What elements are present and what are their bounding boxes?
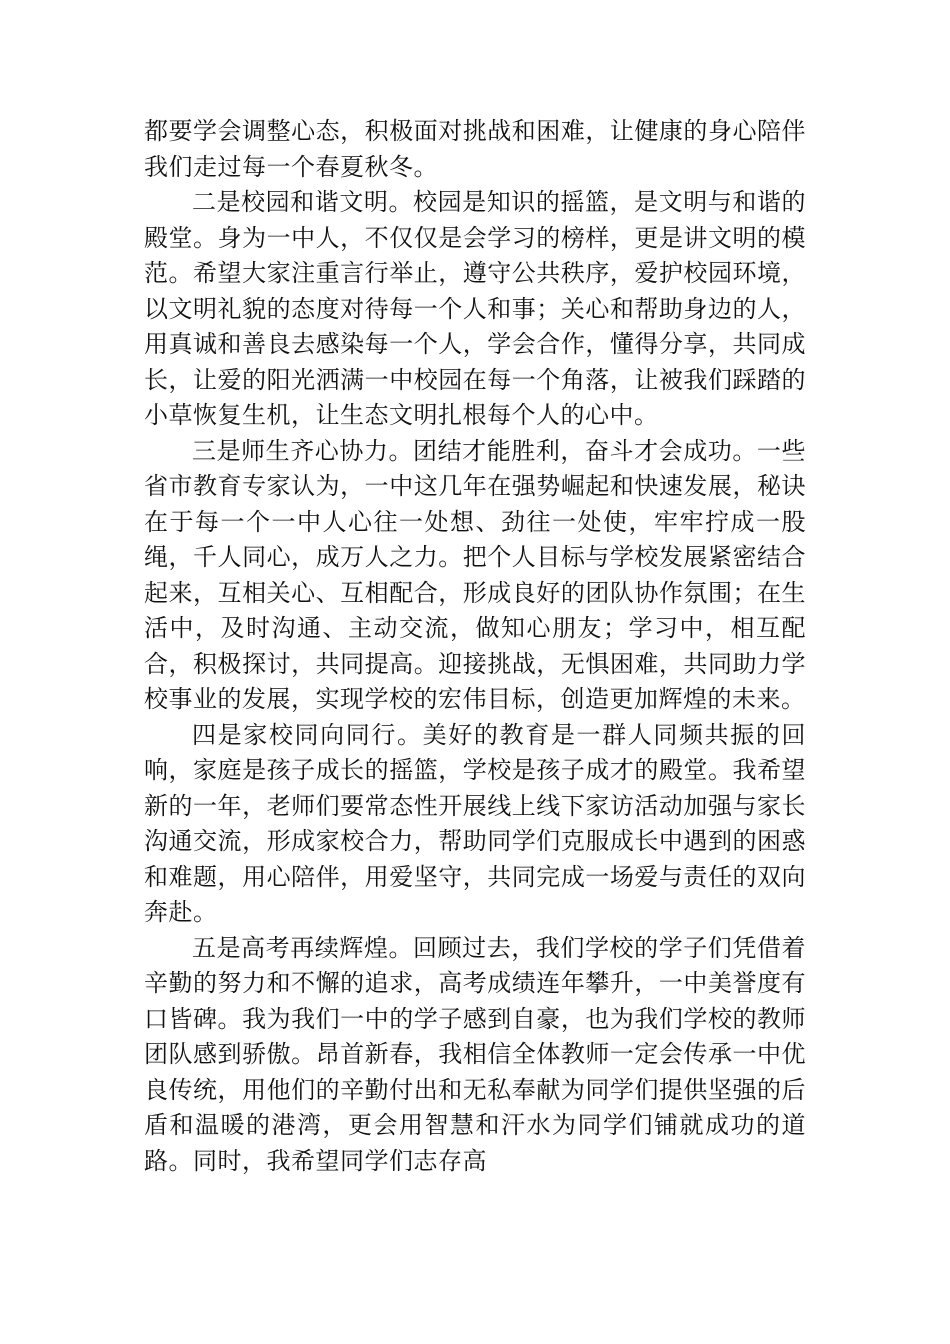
paragraph-continuation: 都要学会调整心态，积极面对挑战和困难，让健康的身心陪伴我们走过每一个春夏秋冬。 <box>144 117 806 181</box>
paragraph-teacher-student-unity: 三是师生齐心协力。团结才能胜利，奋斗才会成功。一些省市教育专家认为，一中这几年在强势崛起和快速发展，秘诀在于每一个一中人心往一处想、劲往一处使，牢牢拧成一股绳，千人同心，成万人之力。把个人目标与学校发展紧密结合起来，互相关心、互相配合，形成良好的团队协作氛围；在生活中，及时沟通、主动交流，做知心朋友；学习中，相互配合，积极探讨，共同提高。迎接挑战，无惧困难，共同助力学校事业的发展，实现学校的宏伟目标，创造更加辉煌的未来。 <box>144 436 806 713</box>
document-body <box>144 114 806 1179</box>
paragraph-gaokao: 五是高考再续辉煌。回顾过去，我们学校的学子们凭借着辛勤的努力和不懈的追求，高考成绩连年攀升，一中美誉度有口皆碑。我为我们一中的学子感到自豪，也为我们学校的教师团队感到骄傲。昂首新春，我相信全体教师一定会传承一中优良传统，用他们的辛勤付出和无私奉献为同学们提供坚强的后盾和温暖的港湾，更会用智慧和汗水为同学们铺就成功的道路。同时，我希望同学们志存高 <box>144 933 806 1175</box>
paragraph-campus-harmony: 二是校园和谐文明。校园是知识的摇篮，是文明与和谐的殿堂。身为一中人，不仅仅是会学习的榜样，更是讲文明的模范。希望大家注重言行举止，遵守公共秩序，爱护校园环境，以文明礼貌的态度对待每一个人和事；关心和帮助身边的人，用真诚和善良去感染每一个人，学会合作，懂得分享，共同成长，让爱的阳光洒满一中校园在每一个角落，让被我们踩踏的小草恢复生机，让生态文明扎根每个人的心中。 <box>144 188 806 429</box>
paragraph-home-school: 四是家校同向同行。美好的教育是一群人同频共振的回响，家庭是孩子成长的摇篮，学校是孩子成才的殿堂。我希望新的一年，老师们要常态性开展线上线下家访活动加强与家长沟通交流，形成家校合力，帮助同学们克服成长中遇到的困惑和难题，用心陪伴，用爱坚守，共同完成一场爱与责任的双向奔赴。 <box>144 720 806 926</box>
